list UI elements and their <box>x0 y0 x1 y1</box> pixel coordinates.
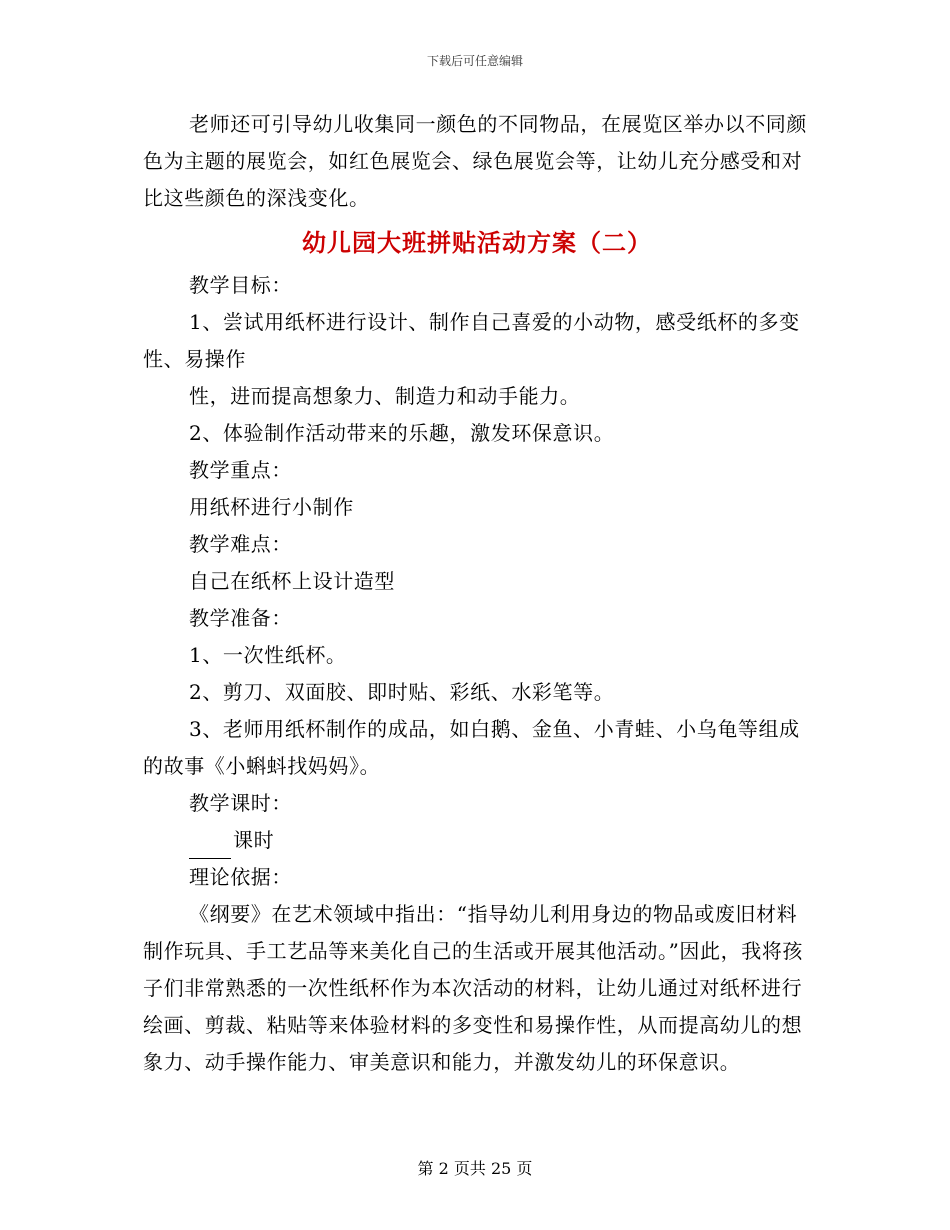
goal-1-line-a: 1、尝试用纸杯进行设计、制作自己喜爱的小动物，感受纸杯的多变性、易操作 <box>143 310 800 371</box>
prep-heading: 教学准备： <box>189 606 292 630</box>
key-text: 用纸杯进行小制作 <box>189 495 354 519</box>
document-body <box>143 106 811 1081</box>
page-footer: 第 2 页共 25 页 <box>417 1159 533 1178</box>
hours-line <box>143 822 811 859</box>
hours-heading: 教学课时： <box>189 791 292 815</box>
goal-2: 2、体验制作活动带来的乐趣，激发环保意识。 <box>189 421 615 445</box>
key-heading: 教学重点： <box>189 458 292 482</box>
prep-item-1: 1、一次性纸杯。 <box>189 643 347 667</box>
goals-heading: 教学目标： <box>189 273 292 297</box>
theory-paragraph: 《纲要》在艺术领域中指出：“指导幼儿利用身边的物品或废旧材料制作玩具、手工艺品等来美化自己的生活或开展其他活动。”因此，我将孩子们非常熟悉的一次性纸杯作为本次活动的材料，让幼儿通过对纸杯进行绘画、剪裁、粘贴等来体验材料的多变性和易操作性，从而提高幼儿的想象力、动手操作能力、审美意识和能力，并激发幼儿的环保意识。 <box>143 902 804 1074</box>
prep-item-3: 3、老师用纸杯制作的成品，如白鹅、金鱼、小青蛙、小乌龟等组成的故事《小蝌蚪找妈妈》。 <box>143 717 800 778</box>
theory-heading: 理论依据： <box>189 865 292 889</box>
difficulty-text: 自己在纸杯上设计造型 <box>189 569 395 593</box>
section-title: 幼儿园大班拼贴活动方案（二） <box>302 228 652 257</box>
goal-1-line-b: 性，进而提高想象力、制造力和动手能力。 <box>189 384 581 408</box>
blank-underline <box>189 836 231 859</box>
prep-item-2: 2、剪刀、双面胶、即时贴、彩纸、水彩笔等。 <box>189 680 615 704</box>
page-header: 下载后可任意编辑 <box>426 54 523 68</box>
intro-paragraph: 老师还可引导幼儿收集同一颜色的不同物品，在展览区举办以不同颜色为主题的展览会，如红色展览会、绿色展览会等，让幼儿充分感受和对比这些颜色的深浅变化。 <box>143 112 807 210</box>
difficulty-heading: 教学难点： <box>189 532 292 556</box>
hours-text: 课时 <box>233 828 275 852</box>
